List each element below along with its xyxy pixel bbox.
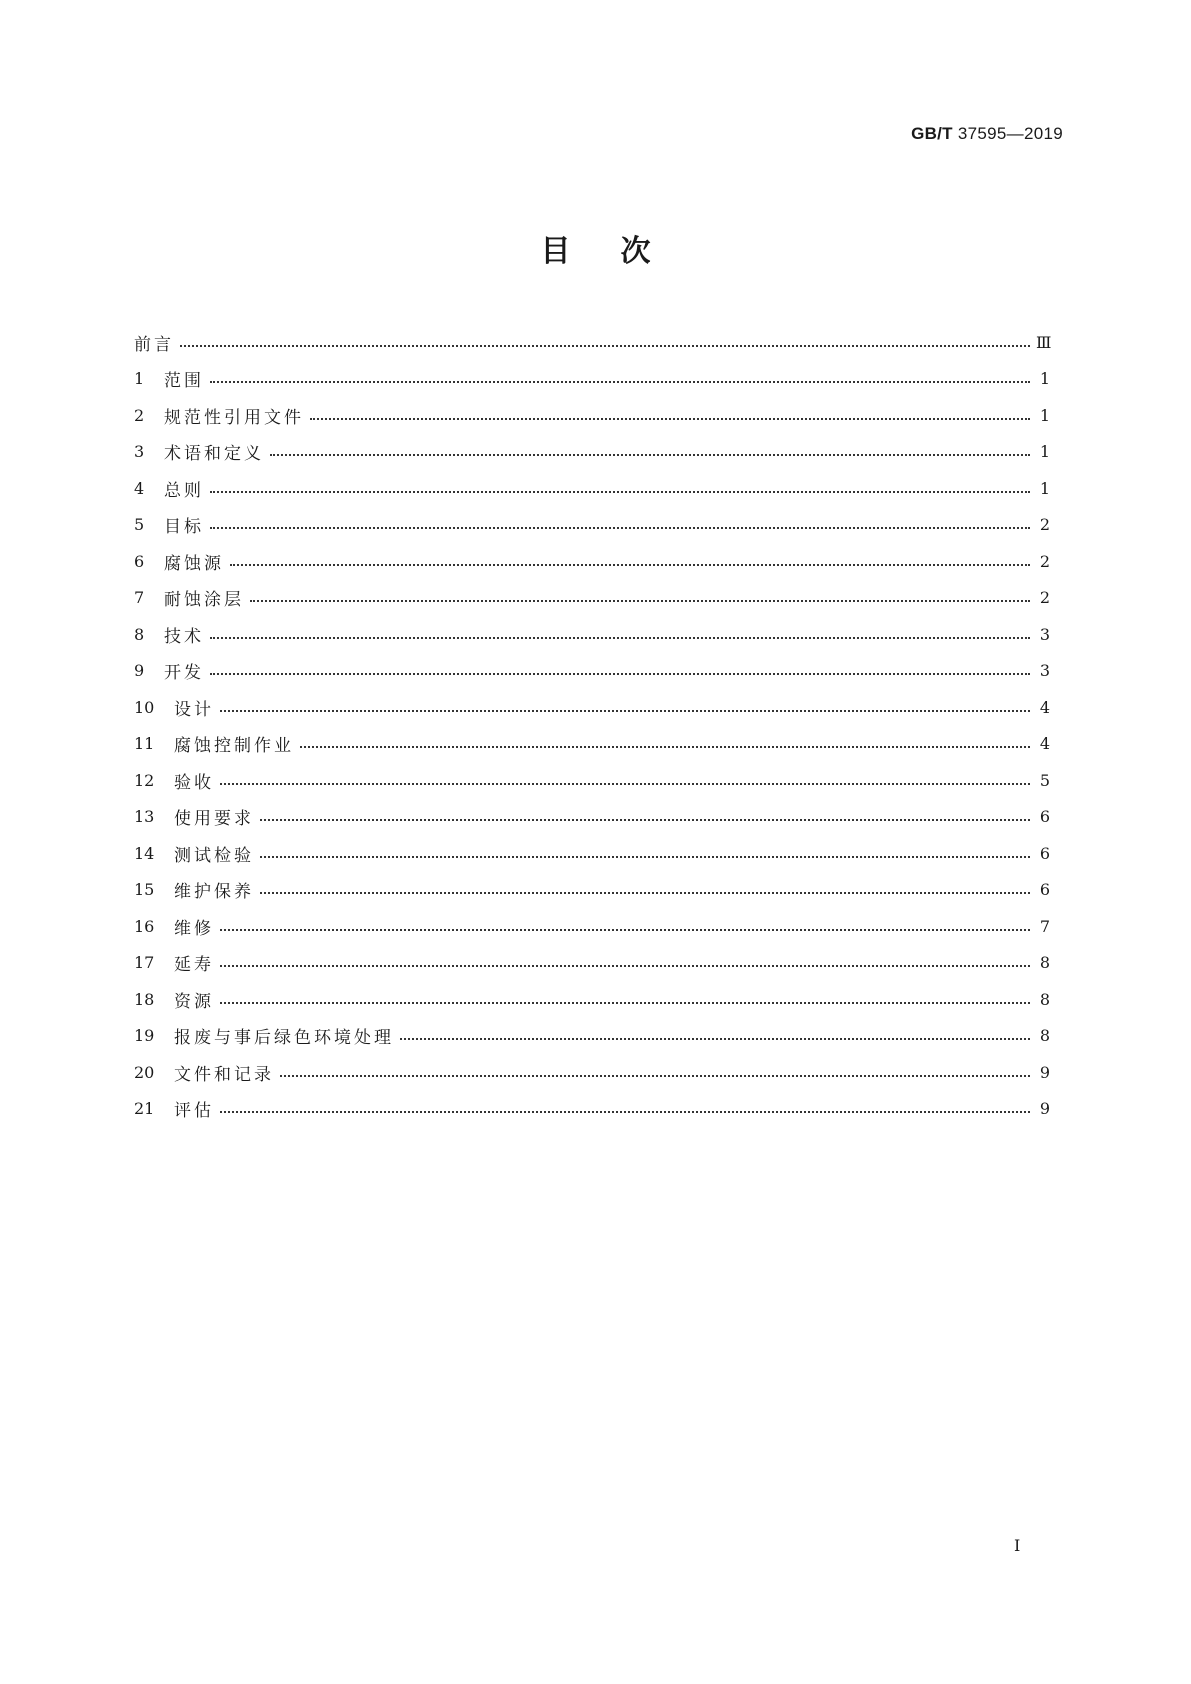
toc-entry-5[interactable] [134,507,1050,544]
toc-entry-18[interactable] [134,981,1050,1018]
toc-page: 1 [1039,442,1050,462]
toc-entry-21[interactable] [134,1091,1050,1128]
page-title: 目次 [540,234,701,269]
toc-label: 设计 [174,699,214,720]
toc-label: 评估 [174,1101,214,1122]
dot-leader [400,1027,1030,1044]
toc-page: 9 [1039,1099,1050,1119]
dot-leader [300,735,1030,752]
toc-number: 19 [134,1026,155,1046]
toc-entry-3[interactable] [134,434,1050,471]
toc-page: 1 [1039,369,1050,389]
toc-number: 1 [134,369,145,389]
dot-leader [270,443,1030,460]
toc-number: 21 [134,1099,155,1119]
standard-number: 37595—2019 [957,124,1063,143]
dot-leader [260,845,1030,862]
dot-leader [220,954,1030,971]
toc-page: 8 [1039,1026,1050,1046]
toc-label: 范围 [164,371,204,392]
toc-label: 前言 [134,334,174,355]
toc-page: 6 [1039,880,1050,900]
dot-leader [210,626,1030,643]
toc-label: 总则 [164,480,204,501]
toc-page: 1 [1039,405,1050,425]
dot-leader [220,918,1030,935]
toc-label: 测试检验 [174,845,254,866]
toc-entry-7[interactable] [134,580,1050,617]
toc-page: 5 [1039,770,1050,790]
toc-page: 8 [1039,953,1050,973]
toc-number: 16 [134,916,155,936]
toc-page: 1 [1039,478,1050,498]
toc-entry-2[interactable] [134,397,1050,434]
standard-prefix: GB/T [911,124,953,143]
toc-number: 11 [134,734,155,754]
dot-leader [220,991,1030,1008]
toc-number: 20 [134,1062,155,1082]
toc-label: 资源 [174,991,214,1012]
toc-label: 使用要求 [174,809,254,830]
toc-entry-12[interactable] [134,762,1050,799]
toc-page: 8 [1039,989,1050,1009]
toc-number: 4 [134,478,145,498]
toc-number: 15 [134,880,155,900]
toc-label: 腐蚀控制作业 [174,736,294,757]
toc-number: 7 [134,588,145,608]
dot-leader [180,334,1030,351]
toc-label: 规范性引用文件 [164,407,304,428]
dot-leader [210,480,1030,497]
toc-page: 2 [1039,588,1050,608]
toc-page: 4 [1039,734,1050,754]
toc-label: 报废与事后绿色环境处理 [174,1028,394,1049]
toc-label: 维护保养 [174,882,254,903]
toc-entry-foreword[interactable] [134,324,1050,361]
standard-code [911,124,1063,144]
dot-leader [220,699,1030,716]
toc-entry-16[interactable] [134,908,1050,945]
dot-leader [220,772,1030,789]
toc-entry-13[interactable] [134,799,1050,836]
page-number: I [1014,1536,1021,1555]
toc-label: 耐蚀涂层 [164,590,244,611]
toc-number: 2 [134,405,145,425]
toc-page: 3 [1039,624,1050,644]
toc-label: 维修 [174,918,214,939]
toc-number: 13 [134,807,155,827]
dot-leader [210,370,1030,387]
toc-entry-1[interactable] [134,361,1050,398]
toc-entry-8[interactable] [134,616,1050,653]
toc-page: 4 [1039,697,1050,717]
toc-page: 2 [1039,551,1050,571]
toc-page: 3 [1039,661,1050,681]
toc-page: 6 [1039,843,1050,863]
toc-number: 17 [134,953,155,973]
dot-leader [250,589,1030,606]
toc-label: 延寿 [174,955,214,976]
toc-entry-20[interactable] [134,1054,1050,1091]
dot-leader [220,1100,1030,1117]
toc-number: 8 [134,624,145,644]
table-of-contents [134,324,1050,1127]
dot-leader [260,881,1030,898]
toc-label: 开发 [164,663,204,684]
toc-label: 验收 [174,772,214,793]
dot-leader [210,662,1030,679]
toc-entry-6[interactable] [134,543,1050,580]
toc-entry-14[interactable] [134,835,1050,872]
toc-number: 18 [134,989,155,1009]
dot-leader [310,407,1030,424]
toc-number: 12 [134,770,155,790]
dot-leader [280,1064,1030,1081]
toc-page: 7 [1039,916,1050,936]
toc-number: 5 [134,515,145,535]
toc-entry-9[interactable] [134,653,1050,690]
toc-label: 目标 [164,517,204,538]
toc-entry-15[interactable] [134,872,1050,909]
dot-leader [230,553,1030,570]
toc-entry-10[interactable] [134,689,1050,726]
toc-number: 14 [134,843,155,863]
toc-label: 术语和定义 [164,444,264,465]
toc-label: 文件和记录 [174,1064,274,1085]
toc-page: 6 [1039,807,1050,827]
toc-page: 9 [1039,1062,1050,1082]
toc-entry-11[interactable] [134,726,1050,763]
toc-page: Ⅲ [1036,332,1052,352]
dot-leader [260,808,1030,825]
toc-entry-17[interactable] [134,945,1050,982]
toc-label: 技术 [164,626,204,647]
toc-number: 9 [134,661,145,681]
toc-label: 腐蚀源 [164,553,224,574]
toc-number: 10 [134,697,155,717]
toc-number: 6 [134,551,145,571]
toc-number: 3 [134,442,145,462]
toc-entry-4[interactable] [134,470,1050,507]
dot-leader [210,516,1030,533]
toc-page: 2 [1039,515,1050,535]
toc-entry-19[interactable] [134,1018,1050,1055]
